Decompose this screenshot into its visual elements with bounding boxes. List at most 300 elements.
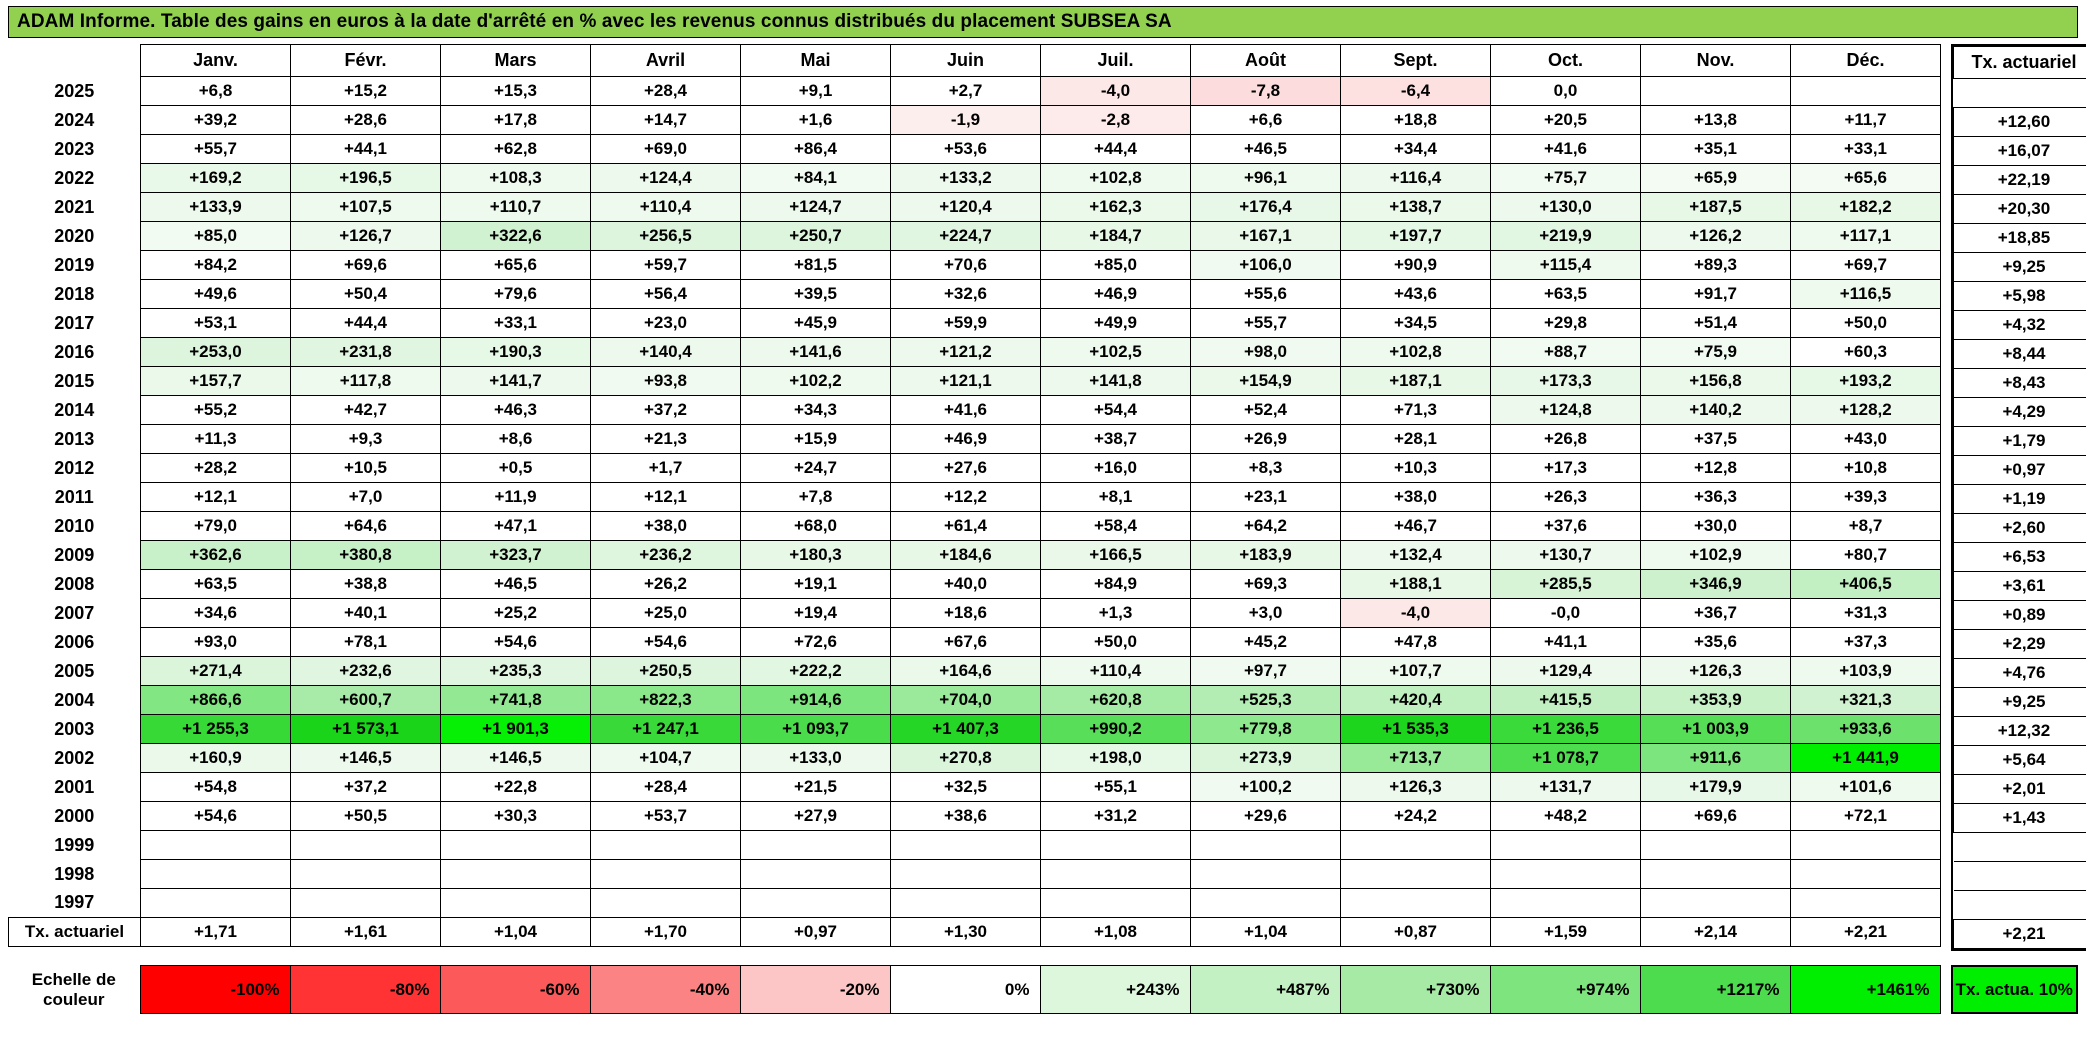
gain-cell[interactable]: +65,9 <box>1641 164 1791 193</box>
gain-cell[interactable]: +779,8 <box>1191 715 1341 744</box>
gain-cell[interactable]: +69,0 <box>591 135 741 164</box>
gain-cell[interactable]: +10,3 <box>1341 454 1491 483</box>
gain-cell[interactable]: +11,3 <box>141 425 291 454</box>
gain-cell[interactable]: +9,3 <box>291 425 441 454</box>
gain-cell[interactable]: +33,1 <box>441 309 591 338</box>
gain-cell[interactable]: +146,5 <box>291 744 441 773</box>
gain-cell[interactable]: +24,2 <box>1341 802 1491 831</box>
gain-cell[interactable]: +133,9 <box>141 193 291 222</box>
gain-cell[interactable]: +24,7 <box>741 454 891 483</box>
gain-cell[interactable]: +933,6 <box>1791 715 1941 744</box>
gain-cell[interactable]: +41,6 <box>891 396 1041 425</box>
gain-cell[interactable]: +27,9 <box>741 802 891 831</box>
gain-cell[interactable]: +126,3 <box>1341 773 1491 802</box>
gain-cell[interactable]: +346,9 <box>1641 570 1791 599</box>
gain-cell[interactable]: +1 535,3 <box>1341 715 1491 744</box>
gain-cell[interactable]: +160,9 <box>141 744 291 773</box>
gain-cell[interactable]: +50,5 <box>291 802 441 831</box>
gain-cell[interactable]: +420,4 <box>1341 686 1491 715</box>
gain-cell[interactable]: +10,5 <box>291 454 441 483</box>
gain-cell[interactable]: +12,1 <box>141 483 291 512</box>
gain-cell[interactable]: +69,3 <box>1191 570 1341 599</box>
gain-cell[interactable]: +25,2 <box>441 599 591 628</box>
gain-cell[interactable]: +164,6 <box>891 657 1041 686</box>
gain-cell[interactable] <box>1491 831 1641 860</box>
gain-cell[interactable]: +53,1 <box>141 309 291 338</box>
gain-cell[interactable]: +37,6 <box>1491 512 1641 541</box>
gain-cell[interactable]: +133,0 <box>741 744 891 773</box>
gain-cell[interactable]: +53,6 <box>891 135 1041 164</box>
gain-cell[interactable]: +6,8 <box>141 77 291 106</box>
gain-cell[interactable]: +108,3 <box>441 164 591 193</box>
gain-cell[interactable]: +51,4 <box>1641 309 1791 338</box>
gain-cell[interactable] <box>891 860 1041 889</box>
gain-cell[interactable]: +102,2 <box>741 367 891 396</box>
gain-cell[interactable]: +1,3 <box>1041 599 1191 628</box>
gain-cell[interactable]: +41,1 <box>1491 628 1641 657</box>
gain-cell[interactable]: +273,9 <box>1191 744 1341 773</box>
gain-cell[interactable]: +193,2 <box>1791 367 1941 396</box>
gain-cell[interactable]: +38,6 <box>891 802 1041 831</box>
gain-cell[interactable]: +1 078,7 <box>1491 744 1641 773</box>
gain-cell[interactable]: +48,2 <box>1491 802 1641 831</box>
gain-cell[interactable]: +184,6 <box>891 541 1041 570</box>
gain-cell[interactable]: +8,7 <box>1791 512 1941 541</box>
gain-cell[interactable]: +173,3 <box>1491 367 1641 396</box>
gain-cell[interactable] <box>1191 889 1341 918</box>
gain-cell[interactable]: +10,8 <box>1791 454 1941 483</box>
gain-cell[interactable]: +44,4 <box>291 309 441 338</box>
gain-cell[interactable]: +183,9 <box>1191 541 1341 570</box>
gain-cell[interactable]: +64,6 <box>291 512 441 541</box>
gain-cell[interactable]: +236,2 <box>591 541 741 570</box>
gain-cell[interactable]: +141,7 <box>441 367 591 396</box>
gain-cell[interactable] <box>291 831 441 860</box>
gain-cell[interactable] <box>1491 860 1641 889</box>
gain-cell[interactable]: +3,0 <box>1191 599 1341 628</box>
gain-cell[interactable]: +146,5 <box>441 744 591 773</box>
gain-cell[interactable]: +30,0 <box>1641 512 1791 541</box>
gain-cell[interactable] <box>141 860 291 889</box>
gain-cell[interactable] <box>591 889 741 918</box>
gain-cell[interactable]: +1,6 <box>741 106 891 135</box>
gain-cell[interactable]: +600,7 <box>291 686 441 715</box>
gain-cell[interactable]: +44,1 <box>291 135 441 164</box>
gain-cell[interactable]: +741,8 <box>441 686 591 715</box>
gain-cell[interactable]: +89,3 <box>1641 251 1791 280</box>
gain-cell[interactable]: +35,1 <box>1641 135 1791 164</box>
gain-cell[interactable]: +80,7 <box>1791 541 1941 570</box>
gain-cell[interactable]: +130,7 <box>1491 541 1641 570</box>
gain-cell[interactable]: +525,3 <box>1191 686 1341 715</box>
gain-cell[interactable]: +54,8 <box>141 773 291 802</box>
gain-cell[interactable]: +55,7 <box>1191 309 1341 338</box>
gain-cell[interactable] <box>141 889 291 918</box>
gain-cell[interactable] <box>1341 889 1491 918</box>
gain-cell[interactable]: +84,1 <box>741 164 891 193</box>
gain-cell[interactable]: +141,8 <box>1041 367 1191 396</box>
gain-cell[interactable]: +85,0 <box>141 222 291 251</box>
gain-cell[interactable]: +115,4 <box>1491 251 1641 280</box>
gain-cell[interactable]: +23,1 <box>1191 483 1341 512</box>
gain-cell[interactable]: +1 407,3 <box>891 715 1041 744</box>
gain-cell[interactable]: +250,5 <box>591 657 741 686</box>
gain-cell[interactable]: +75,9 <box>1641 338 1791 367</box>
gain-cell[interactable]: +17,8 <box>441 106 591 135</box>
gain-cell[interactable]: +124,4 <box>591 164 741 193</box>
gain-cell[interactable]: +25,0 <box>591 599 741 628</box>
gain-cell[interactable]: +322,6 <box>441 222 591 251</box>
gain-cell[interactable]: +13,8 <box>1641 106 1791 135</box>
gain-cell[interactable] <box>291 889 441 918</box>
gain-cell[interactable]: +47,1 <box>441 512 591 541</box>
gain-cell[interactable]: +162,3 <box>1041 193 1191 222</box>
gain-cell[interactable]: +6,6 <box>1191 106 1341 135</box>
gain-cell[interactable]: +101,6 <box>1791 773 1941 802</box>
gain-cell[interactable]: +406,5 <box>1791 570 1941 599</box>
gain-cell[interactable] <box>1791 889 1941 918</box>
gain-cell[interactable]: +43,6 <box>1341 280 1491 309</box>
gain-cell[interactable]: +138,7 <box>1341 193 1491 222</box>
gain-cell[interactable]: +7,0 <box>291 483 441 512</box>
gain-cell[interactable]: +196,5 <box>291 164 441 193</box>
gain-cell[interactable]: +69,6 <box>291 251 441 280</box>
gain-cell[interactable]: +110,4 <box>1041 657 1191 686</box>
gain-cell[interactable]: +232,6 <box>291 657 441 686</box>
gain-cell[interactable]: +91,7 <box>1641 280 1791 309</box>
gain-cell[interactable]: +620,8 <box>1041 686 1191 715</box>
gain-cell[interactable]: +1 236,5 <box>1491 715 1641 744</box>
gain-cell[interactable]: -7,8 <box>1191 77 1341 106</box>
gain-cell[interactable]: +117,8 <box>291 367 441 396</box>
gain-cell[interactable] <box>441 889 591 918</box>
gain-cell[interactable]: +182,2 <box>1791 193 1941 222</box>
gain-cell[interactable]: +65,6 <box>1791 164 1941 193</box>
gain-cell[interactable]: +253,0 <box>141 338 291 367</box>
gain-cell[interactable] <box>591 860 741 889</box>
gain-cell[interactable]: +55,6 <box>1191 280 1341 309</box>
gain-cell[interactable]: +34,3 <box>741 396 891 425</box>
gain-cell[interactable]: +35,6 <box>1641 628 1791 657</box>
gain-cell[interactable]: +50,0 <box>1041 628 1191 657</box>
gain-cell[interactable]: +37,2 <box>591 396 741 425</box>
gain-cell[interactable]: +46,7 <box>1341 512 1491 541</box>
gain-cell[interactable]: +1 255,3 <box>141 715 291 744</box>
gain-cell[interactable]: +42,7 <box>291 396 441 425</box>
gain-cell[interactable]: +31,2 <box>1041 802 1191 831</box>
gain-cell[interactable]: +34,4 <box>1341 135 1491 164</box>
gain-cell[interactable]: +102,8 <box>1041 164 1191 193</box>
gain-cell[interactable]: +40,1 <box>291 599 441 628</box>
gain-cell[interactable]: +88,7 <box>1491 338 1641 367</box>
gain-cell[interactable]: +61,4 <box>891 512 1041 541</box>
gain-cell[interactable]: +70,6 <box>891 251 1041 280</box>
gain-cell[interactable]: +47,8 <box>1341 628 1491 657</box>
gain-cell[interactable]: +43,0 <box>1791 425 1941 454</box>
gain-cell[interactable]: +63,5 <box>1491 280 1641 309</box>
gain-cell[interactable] <box>1041 860 1191 889</box>
gain-cell[interactable]: +12,1 <box>591 483 741 512</box>
gain-cell[interactable]: +11,7 <box>1791 106 1941 135</box>
gain-cell[interactable]: +866,6 <box>141 686 291 715</box>
gain-cell[interactable]: +8,1 <box>1041 483 1191 512</box>
gain-cell[interactable] <box>741 889 891 918</box>
gain-cell[interactable]: +180,3 <box>741 541 891 570</box>
gain-cell[interactable]: +188,1 <box>1341 570 1491 599</box>
gain-cell[interactable]: +38,8 <box>291 570 441 599</box>
gain-cell[interactable]: +28,6 <box>291 106 441 135</box>
gain-cell[interactable]: +46,9 <box>1041 280 1191 309</box>
gain-cell[interactable] <box>741 831 891 860</box>
gain-cell[interactable]: +141,6 <box>741 338 891 367</box>
gain-cell[interactable]: +353,9 <box>1641 686 1791 715</box>
gain-cell[interactable]: +41,6 <box>1491 135 1641 164</box>
gain-cell[interactable]: +37,2 <box>291 773 441 802</box>
gain-cell[interactable]: +79,0 <box>141 512 291 541</box>
gain-cell[interactable] <box>1491 889 1641 918</box>
gain-cell[interactable] <box>1341 831 1491 860</box>
gain-cell[interactable]: +55,1 <box>1041 773 1191 802</box>
gain-cell[interactable]: +219,9 <box>1491 222 1641 251</box>
gain-cell[interactable] <box>1041 889 1191 918</box>
gain-cell[interactable]: +38,0 <box>591 512 741 541</box>
gain-cell[interactable]: +46,3 <box>441 396 591 425</box>
gain-cell[interactable]: +140,4 <box>591 338 741 367</box>
gain-cell[interactable]: +33,1 <box>1791 135 1941 164</box>
gain-cell[interactable]: +86,4 <box>741 135 891 164</box>
gain-cell[interactable]: +23,0 <box>591 309 741 338</box>
gain-cell[interactable]: +59,9 <box>891 309 1041 338</box>
gain-cell[interactable]: +63,5 <box>141 570 291 599</box>
gain-cell[interactable]: +166,5 <box>1041 541 1191 570</box>
gain-cell[interactable]: +28,1 <box>1341 425 1491 454</box>
gain-cell[interactable]: -1,9 <box>891 106 1041 135</box>
gain-cell[interactable]: +110,7 <box>441 193 591 222</box>
gain-cell[interactable] <box>1641 831 1791 860</box>
gain-cell[interactable]: -2,8 <box>1041 106 1191 135</box>
gain-cell[interactable]: +40,0 <box>891 570 1041 599</box>
gain-cell[interactable]: +15,3 <box>441 77 591 106</box>
gain-cell[interactable]: +56,4 <box>591 280 741 309</box>
gain-cell[interactable]: +271,4 <box>141 657 291 686</box>
gain-cell[interactable]: +71,3 <box>1341 396 1491 425</box>
gain-cell[interactable]: +96,1 <box>1191 164 1341 193</box>
gain-cell[interactable]: +8,3 <box>1191 454 1341 483</box>
gain-cell[interactable]: +107,7 <box>1341 657 1491 686</box>
gain-cell[interactable]: +224,7 <box>891 222 1041 251</box>
gain-cell[interactable]: +256,5 <box>591 222 741 251</box>
gain-cell[interactable]: +1 093,7 <box>741 715 891 744</box>
gain-cell[interactable] <box>1191 831 1341 860</box>
gain-cell[interactable]: +26,8 <box>1491 425 1641 454</box>
gain-cell[interactable]: +990,2 <box>1041 715 1191 744</box>
gain-cell[interactable]: +72,6 <box>741 628 891 657</box>
gain-cell[interactable]: +39,2 <box>141 106 291 135</box>
gain-cell[interactable]: +30,3 <box>441 802 591 831</box>
gain-cell[interactable]: +198,0 <box>1041 744 1191 773</box>
gain-cell[interactable]: +126,2 <box>1641 222 1791 251</box>
gain-cell[interactable]: +187,1 <box>1341 367 1491 396</box>
gain-cell[interactable] <box>441 860 591 889</box>
gain-cell[interactable]: +29,6 <box>1191 802 1341 831</box>
gain-cell[interactable]: +75,7 <box>1491 164 1641 193</box>
gain-cell[interactable] <box>1641 860 1791 889</box>
gain-cell[interactable]: +44,4 <box>1041 135 1191 164</box>
gain-cell[interactable]: +167,1 <box>1191 222 1341 251</box>
gain-cell[interactable]: +27,6 <box>891 454 1041 483</box>
gain-cell[interactable]: +28,4 <box>591 77 741 106</box>
gain-cell[interactable]: +100,2 <box>1191 773 1341 802</box>
gain-cell[interactable]: +54,6 <box>441 628 591 657</box>
gain-cell[interactable] <box>1791 860 1941 889</box>
gain-cell[interactable] <box>1191 860 1341 889</box>
gain-cell[interactable]: +54,4 <box>1041 396 1191 425</box>
gain-cell[interactable]: +184,7 <box>1041 222 1191 251</box>
gain-cell[interactable]: +190,3 <box>441 338 591 367</box>
gain-cell[interactable]: +222,2 <box>741 657 891 686</box>
gain-cell[interactable]: +704,0 <box>891 686 1041 715</box>
gain-cell[interactable]: +187,5 <box>1641 193 1791 222</box>
gain-cell[interactable]: +713,7 <box>1341 744 1491 773</box>
gain-cell[interactable]: +32,5 <box>891 773 1041 802</box>
gain-cell[interactable]: +12,8 <box>1641 454 1791 483</box>
gain-cell[interactable]: +102,8 <box>1341 338 1491 367</box>
gain-cell[interactable]: +124,7 <box>741 193 891 222</box>
gain-cell[interactable]: +50,0 <box>1791 309 1941 338</box>
gain-cell[interactable]: +32,6 <box>891 280 1041 309</box>
gain-cell[interactable]: +18,8 <box>1341 106 1491 135</box>
gain-cell[interactable]: +380,8 <box>291 541 441 570</box>
gain-cell[interactable]: +9,1 <box>741 77 891 106</box>
gain-cell[interactable] <box>1041 831 1191 860</box>
gain-cell[interactable] <box>741 860 891 889</box>
gain-cell[interactable]: +22,8 <box>441 773 591 802</box>
gain-cell[interactable]: +85,0 <box>1041 251 1191 280</box>
gain-cell[interactable]: +17,3 <box>1491 454 1641 483</box>
gain-cell[interactable]: +54,6 <box>591 628 741 657</box>
gain-cell[interactable]: +15,2 <box>291 77 441 106</box>
gain-cell[interactable]: +911,6 <box>1641 744 1791 773</box>
gain-cell[interactable]: +157,7 <box>141 367 291 396</box>
gain-cell[interactable]: +121,1 <box>891 367 1041 396</box>
gain-cell[interactable]: +28,4 <box>591 773 741 802</box>
gain-cell[interactable]: +231,8 <box>291 338 441 367</box>
gain-cell[interactable]: +130,0 <box>1491 193 1641 222</box>
gain-cell[interactable]: +26,3 <box>1491 483 1641 512</box>
gain-cell[interactable]: +19,4 <box>741 599 891 628</box>
gain-cell[interactable]: +179,9 <box>1641 773 1791 802</box>
gain-cell[interactable]: 0,0 <box>1491 77 1641 106</box>
gain-cell[interactable]: +8,6 <box>441 425 591 454</box>
gain-cell[interactable]: +49,9 <box>1041 309 1191 338</box>
gain-cell[interactable]: +270,8 <box>891 744 1041 773</box>
gain-cell[interactable]: -0,0 <box>1491 599 1641 628</box>
gain-cell[interactable]: +60,3 <box>1791 338 1941 367</box>
gain-cell[interactable]: -4,0 <box>1341 599 1491 628</box>
gain-cell[interactable]: +26,9 <box>1191 425 1341 454</box>
gain-cell[interactable]: +131,7 <box>1491 773 1641 802</box>
gain-cell[interactable]: +11,9 <box>441 483 591 512</box>
gain-cell[interactable]: +116,4 <box>1341 164 1491 193</box>
gain-cell[interactable]: +1 247,1 <box>591 715 741 744</box>
gain-cell[interactable]: +250,7 <box>741 222 891 251</box>
gain-cell[interactable] <box>291 860 441 889</box>
gain-cell[interactable]: +34,5 <box>1341 309 1491 338</box>
gain-cell[interactable]: +49,6 <box>141 280 291 309</box>
gain-cell[interactable]: +126,7 <box>291 222 441 251</box>
gain-cell[interactable]: +323,7 <box>441 541 591 570</box>
gain-cell[interactable]: +106,0 <box>1191 251 1341 280</box>
gain-cell[interactable]: +914,6 <box>741 686 891 715</box>
gain-cell[interactable] <box>1791 831 1941 860</box>
gain-cell[interactable]: +69,6 <box>1641 802 1791 831</box>
gain-cell[interactable]: +120,4 <box>891 193 1041 222</box>
gain-cell[interactable]: +362,6 <box>141 541 291 570</box>
gain-cell[interactable] <box>1641 889 1791 918</box>
gain-cell[interactable]: +107,5 <box>291 193 441 222</box>
gain-cell[interactable]: +0,5 <box>441 454 591 483</box>
gain-cell[interactable]: +37,5 <box>1641 425 1791 454</box>
gain-cell[interactable]: +117,1 <box>1791 222 1941 251</box>
gain-cell[interactable]: +1 003,9 <box>1641 715 1791 744</box>
gain-cell[interactable]: +18,6 <box>891 599 1041 628</box>
gain-cell[interactable]: +235,3 <box>441 657 591 686</box>
gain-cell[interactable]: +45,2 <box>1191 628 1341 657</box>
gain-cell[interactable]: +16,0 <box>1041 454 1191 483</box>
gain-cell[interactable]: +58,4 <box>1041 512 1191 541</box>
gain-cell[interactable]: -4,0 <box>1041 77 1191 106</box>
gain-cell[interactable]: +12,2 <box>891 483 1041 512</box>
gain-cell[interactable]: +21,5 <box>741 773 891 802</box>
gain-cell[interactable]: +121,2 <box>891 338 1041 367</box>
gain-cell[interactable]: +68,0 <box>741 512 891 541</box>
gain-cell[interactable]: +20,5 <box>1491 106 1641 135</box>
gain-cell[interactable]: +36,3 <box>1641 483 1791 512</box>
gain-cell[interactable]: +31,3 <box>1791 599 1941 628</box>
gain-cell[interactable] <box>891 831 1041 860</box>
gain-cell[interactable]: +45,9 <box>741 309 891 338</box>
gain-cell[interactable]: +1 441,9 <box>1791 744 1941 773</box>
gain-cell[interactable]: -6,4 <box>1341 77 1491 106</box>
gain-cell[interactable]: +102,9 <box>1641 541 1791 570</box>
gain-cell[interactable]: +104,7 <box>591 744 741 773</box>
gain-cell[interactable]: +67,6 <box>891 628 1041 657</box>
gain-cell[interactable]: +129,4 <box>1491 657 1641 686</box>
gain-cell[interactable]: +78,1 <box>291 628 441 657</box>
gain-cell[interactable] <box>441 831 591 860</box>
gain-cell[interactable]: +133,2 <box>891 164 1041 193</box>
gain-cell[interactable]: +1 573,1 <box>291 715 441 744</box>
gain-cell[interactable]: +84,9 <box>1041 570 1191 599</box>
gain-cell[interactable]: +53,7 <box>591 802 741 831</box>
gain-cell[interactable]: +15,9 <box>741 425 891 454</box>
gain-cell[interactable]: +84,2 <box>141 251 291 280</box>
gain-cell[interactable]: +128,2 <box>1791 396 1941 425</box>
gain-cell[interactable]: +98,0 <box>1191 338 1341 367</box>
gain-cell[interactable]: +90,9 <box>1341 251 1491 280</box>
gain-cell[interactable] <box>141 831 291 860</box>
gain-cell[interactable] <box>1341 860 1491 889</box>
gain-cell[interactable]: +64,2 <box>1191 512 1341 541</box>
gain-cell[interactable]: +19,1 <box>741 570 891 599</box>
gain-cell[interactable]: +140,2 <box>1641 396 1791 425</box>
gain-cell[interactable]: +72,1 <box>1791 802 1941 831</box>
gain-cell[interactable]: +197,7 <box>1341 222 1491 251</box>
gain-cell[interactable]: +156,8 <box>1641 367 1791 396</box>
gain-cell[interactable]: +822,3 <box>591 686 741 715</box>
gain-cell[interactable]: +21,3 <box>591 425 741 454</box>
gain-cell[interactable]: +26,2 <box>591 570 741 599</box>
